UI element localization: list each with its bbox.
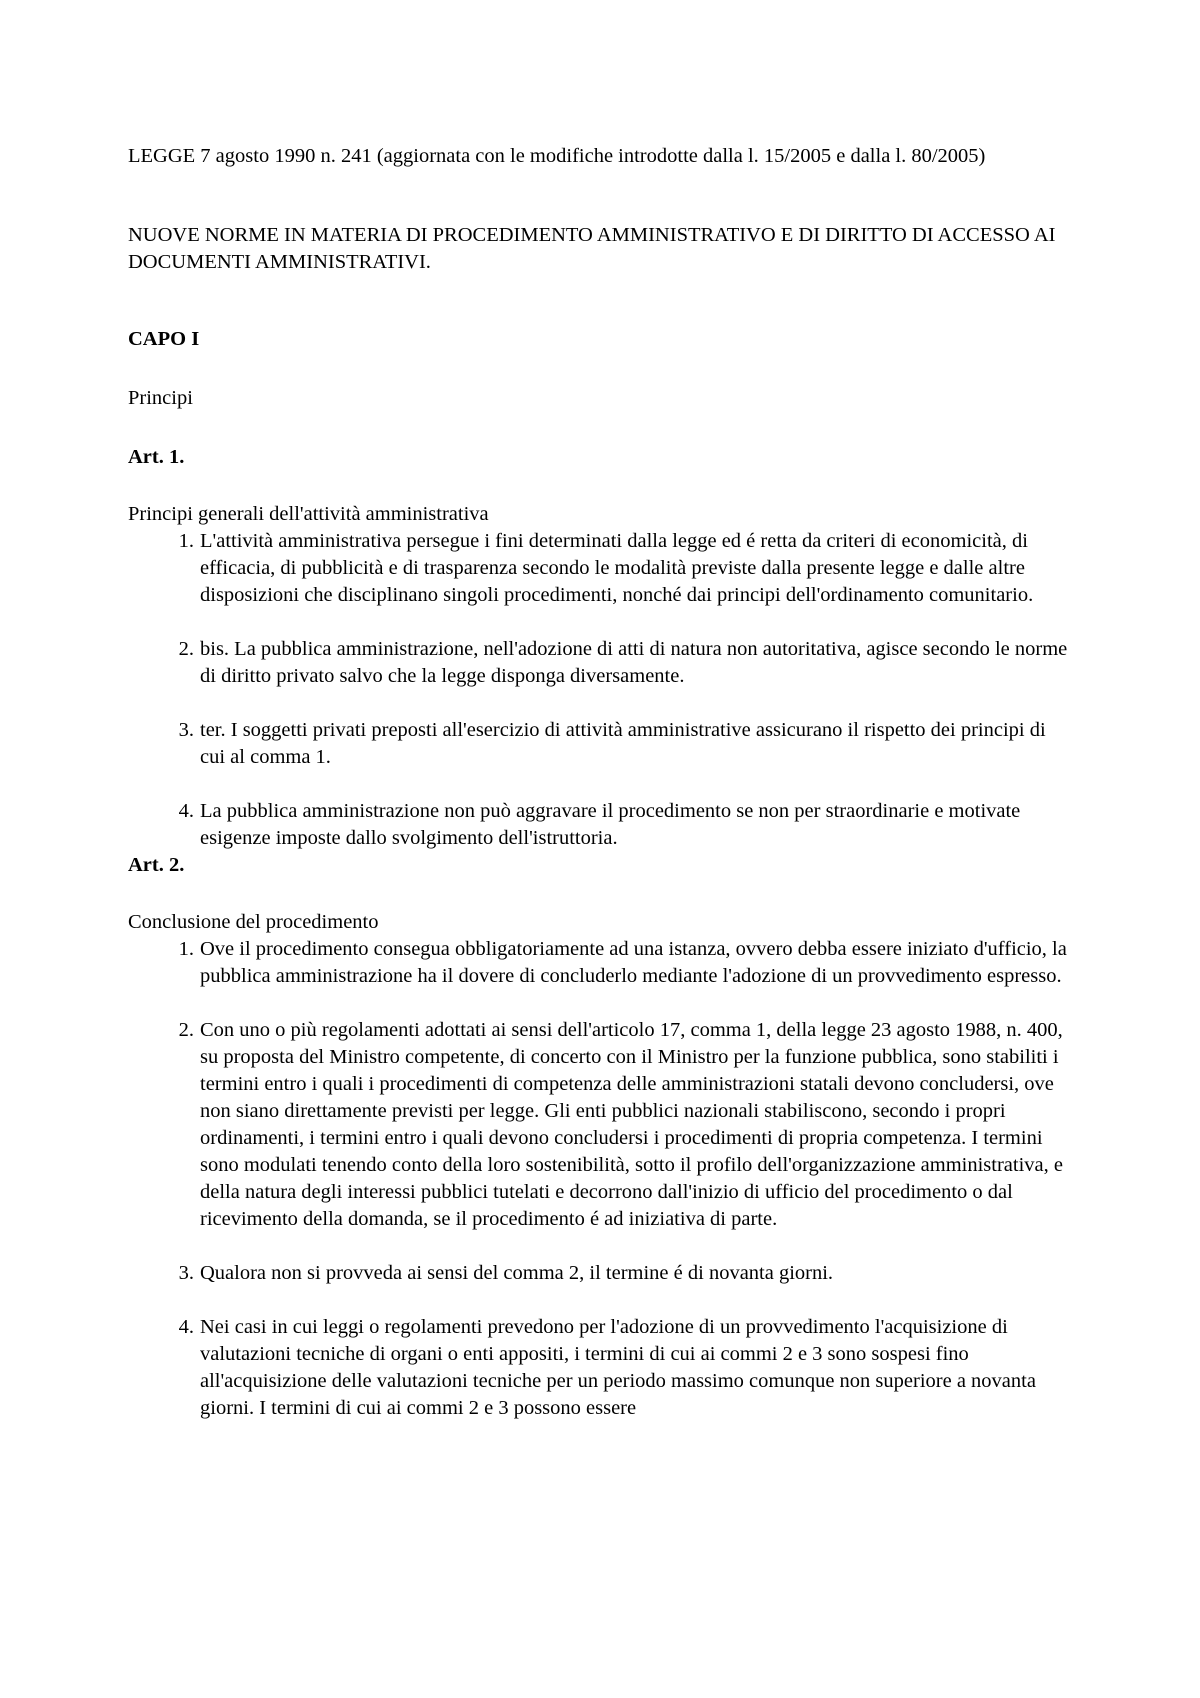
article-2-subtitle: Conclusione del procedimento (128, 911, 379, 933)
list-item (128, 1260, 1073, 1287)
item-number: 1. (178, 530, 194, 552)
list-item (128, 636, 1073, 690)
item-text: Qualora non si provveda ai sensi del comma 2, il termine é di novanta giorni. (200, 1262, 834, 1284)
item-number: 4. (178, 1316, 194, 1338)
list-item (128, 1314, 1073, 1422)
item-number: 3. (178, 1262, 194, 1284)
item-number: 3. (178, 719, 194, 741)
item-text: L'attività amministrativa persegue i fini determinati dalla legge ed é retta da criteri di economicità, di efficacia, di pubblicità e di trasparenza secondo le modalità previste dalla presente legge e dalle altre disposizioni che disciplinano singoli procedimenti, nonché dai principi dell'ordinamento comunitario. (200, 530, 1034, 606)
item-number: 2. (178, 1019, 194, 1041)
article-2-label: Art. 2. (128, 854, 185, 876)
list-item (128, 717, 1073, 771)
item-number: 1. (178, 938, 194, 960)
item-text: Ove il procedimento consegua obbligatoriamente ad una istanza, ovvero debba essere iniziato d'ufficio, la pubblica amministrazione ha il dovere di concluderlo mediante l'adozione di un provvedimento espresso. (200, 938, 1067, 987)
article-2-list (128, 936, 1073, 1422)
item-number: 2. (178, 638, 194, 660)
capo-heading: CAPO I (128, 328, 200, 350)
list-item (128, 936, 1073, 990)
list-item (128, 528, 1073, 609)
law-title: LEGGE 7 agosto 1990 n. 241 (aggiornata con le modifiche introdotte dalla l. 15/2005 e dalla l. 80/2005) (128, 145, 986, 167)
item-text: Con uno o più regolamenti adottati ai sensi dell'articolo 17, comma 1, della legge 23 agosto 1988, n. 400, su proposta del Ministro competente, di concerto con il Ministro per la funzione pubblica, sono stabiliti i termini entro i quali i procedimenti di competenza delle amministrazioni statali devono concludersi, ove non siano direttamente previsti per legge. Gli enti pubblici nazionali stabiliscono, secondo i propri ordinamenti, i termini entro i quali devono concludersi i procedimenti di propria competenza. I termini sono modulati tenendo conto della loro sostenibilità, sotto il profilo dell'organizzazione amministrativa, e della natura degli interessi pubblici tutelati e decorrono dall'inizio di ufficio del procedimento o dal ricevimento della domanda, se il procedimento é ad iniziativa di parte. (200, 1019, 1063, 1230)
list-item (128, 1017, 1073, 1233)
item-number: 4. (178, 800, 194, 822)
item-text: La pubblica amministrazione non può aggravare il procedimento se non per straordinarie e motivate esigenze imposte dallo svolgimento dell'istruttoria. (200, 800, 1021, 849)
item-text: bis. La pubblica amministrazione, nell'adozione di atti di natura non autoritativa, agisce secondo le norme di diritto privato salvo che la legge disponga diversamente. (200, 638, 1068, 687)
list-item (128, 798, 1073, 852)
law-heading: NUOVE NORME IN MATERIA DI PROCEDIMENTO AMMINISTRATIVO E DI DIRITTO DI ACCESSO AI DOCUMENTI AMMINISTRATIVI. (128, 224, 1056, 273)
article-1-label: Art. 1. (128, 446, 185, 468)
capo-subtitle: Principi (128, 387, 193, 409)
document-body (128, 143, 1073, 1422)
item-text: ter. I soggetti privati preposti all'esercizio di attività amministrative assicurano il rispetto dei principi di cui al comma 1. (200, 719, 1046, 768)
article-1-list (128, 528, 1073, 852)
article-1-subtitle: Principi generali dell'attività amministrativa (128, 503, 489, 525)
item-text: Nei casi in cui leggi o regolamenti prevedono per l'adozione di un provvedimento l'acquisizione di valutazioni tecniche di organi o enti appositi, i termini di cui ai commi 2 e 3 sono sospesi fino all'acquisizione delle valutazioni tecniche per un periodo massimo comunque non superiore a novanta giorni. I termini di cui ai commi 2 e 3 possono essere (200, 1316, 1036, 1419)
